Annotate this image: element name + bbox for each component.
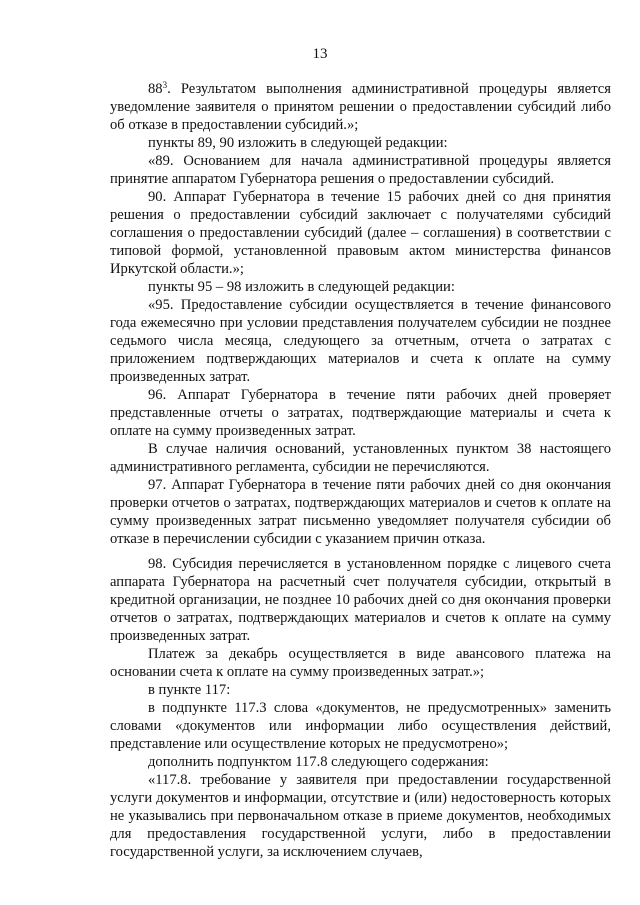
- paragraph-text: «95. Предоставление субсидии осуществляется в течение финансового года ежемесячно при условии представления получателем субсидии не позднее седьмого числа месяца, следующего за отчетным, отчета о затратах с приложением подтверждающих материалов и счета к оплате на сумму произведенных затрат.: [110, 297, 611, 385]
- paragraph-text: 98. Субсидия перечисляется в установленном порядке с лицевого счета аппарата Губернатора на расчетный счет получателя субсидии, открытый в кредитной организации, не позднее 10 рабочих дней со дня окончания проверки отчетов о затратах, подтверждающих материалов и счетов к оплате на сумму произведенных затрат.: [110, 556, 611, 644]
- paragraph: [110, 80, 611, 134]
- paragraph-number: 88: [148, 81, 163, 97]
- paragraph-text: 96. Аппарат Губернатора в течение пяти рабочих дней проверяет представленные отчеты о затратах, подтверждающие материалы и счета к оплате на сумму произведенных затрат.: [110, 387, 611, 439]
- paragraph: [110, 188, 611, 278]
- paragraph-text: В случае наличия оснований, установленных пунктом 38 настоящего административного регламента, субсидии не перечисляются.: [110, 441, 611, 475]
- paragraph: [110, 296, 611, 386]
- paragraph: [110, 645, 611, 681]
- paragraph: [110, 753, 611, 771]
- paragraph-text: «117.8. требование у заявителя при предоставлении государственной услуги документов и информации, отсутствие и (или) недостоверность которых не указывались при первоначальном отказе в приеме документов, необходимых для предоставления государственной услуги, либо в предоставлении государственной услуги, за исключением случаев,: [110, 772, 611, 860]
- paragraph: [110, 476, 611, 548]
- paragraph-text: 97. Аппарат Губернатора в течение пяти рабочих дней со дня окончания проверки отчетов о затратах, подтверждающих материалов и счетов к оплате на сумму произведенных затрат письменно уведомляет получателя субсидии об отказе в перечислении субсидии с указанием причин отказа.: [110, 477, 611, 547]
- paragraph-text: пункты 89, 90 изложить в следующей редакции:: [148, 135, 448, 151]
- paragraph-text: «89. Основанием для начала административной процедуры является принятие аппаратом Губернатора решения о предоставлении субсидий.: [110, 153, 611, 187]
- paragraph-text: дополнить подпунктом 117.8 следующего содержания:: [148, 754, 489, 770]
- page-number: 13: [312, 46, 328, 62]
- document-body: [110, 80, 611, 861]
- paragraph: [110, 278, 611, 296]
- paragraph-number-superscript: 3: [162, 80, 168, 90]
- paragraph: [110, 699, 611, 753]
- paragraph-text: 90. Аппарат Губернатора в течение 15 рабочих дней со дня принятия решения о предоставлении субсидий заключает с получателями субсидий соглашения о предоставлении субсидий (далее – соглашения) в соответствии с типовой формой, установленной правовым актом министерства финансов Иркутской области.»;: [110, 189, 611, 277]
- paragraph: [110, 386, 611, 440]
- paragraph: [110, 440, 611, 476]
- paragraph-text: в пункте 117:: [148, 682, 231, 698]
- paragraph: [110, 681, 611, 699]
- paragraph: [110, 134, 611, 152]
- paragraph: [110, 152, 611, 188]
- paragraph-text: Платеж за декабрь осуществляется в виде авансового платежа на основании счета к оплате на сумму произведенных затрат.»;: [110, 646, 611, 680]
- paragraph: [110, 555, 611, 645]
- paragraph: [110, 771, 611, 861]
- paragraph-text: пункты 95 – 98 изложить в следующей редакции:: [148, 279, 455, 295]
- paragraph-text: в подпункте 117.3 слова «документов, не предусмотренных» заменить словами «документов или информации либо осуществления действий, представление или осуществление которых не предусмотрено»;: [110, 700, 611, 752]
- paragraph-text: . Результатом выполнения административной процедуры является уведомление заявителя о принятом решении о предоставлении субсидий либо об отказе в предоставлении субсидий.»;: [110, 81, 611, 133]
